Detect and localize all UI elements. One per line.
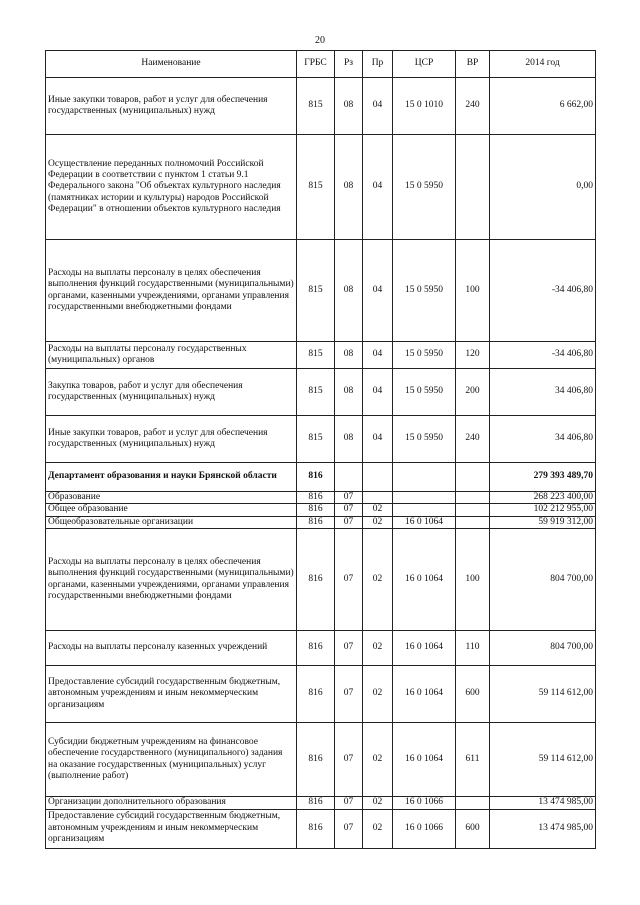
table-row [46, 504, 596, 516]
table-row [46, 529, 596, 631]
row-grbs: 816 [297, 463, 335, 492]
row-vr: 611 [456, 723, 490, 797]
row-vr [456, 504, 490, 516]
row-vr: 120 [456, 342, 490, 369]
row-csr: 16 0 1066 [393, 797, 456, 809]
row-name: Предоставление субсидий государственным бюджетным, автономным учреждениям и иным некоммерческим организациям [46, 666, 297, 723]
row-grbs: 816 [297, 516, 335, 528]
row-grbs: 816 [297, 809, 335, 848]
row-vr: 110 [456, 631, 490, 666]
row-amount: 34 406,80 [490, 416, 596, 463]
row-name: Общеобразовательные организации [46, 516, 297, 528]
row-rz: 08 [335, 416, 363, 463]
row-amount: 268 223 400,00 [490, 492, 596, 504]
row-csr: 16 0 1064 [393, 516, 456, 528]
row-csr: 15 0 5950 [393, 342, 456, 369]
header-csr: ЦСР [393, 51, 456, 78]
row-pr: 04 [363, 135, 393, 240]
row-pr: 02 [363, 666, 393, 723]
row-amount: 6 662,00 [490, 78, 596, 135]
row-grbs: 816 [297, 723, 335, 797]
header-year: 2014 год [490, 51, 596, 78]
row-pr: 04 [363, 369, 393, 416]
table-row [46, 240, 596, 342]
row-vr [456, 797, 490, 809]
row-pr [363, 492, 393, 504]
row-rz: 08 [335, 369, 363, 416]
row-rz [335, 463, 363, 492]
row-rz: 08 [335, 342, 363, 369]
row-grbs: 816 [297, 492, 335, 504]
row-pr: 02 [363, 516, 393, 528]
row-grbs: 816 [297, 504, 335, 516]
row-csr: 16 0 1066 [393, 809, 456, 848]
row-amount: 59 919 312,00 [490, 516, 596, 528]
row-csr: 15 0 5950 [393, 416, 456, 463]
row-csr [393, 463, 456, 492]
row-grbs: 815 [297, 369, 335, 416]
row-rz: 07 [335, 631, 363, 666]
row-grbs: 815 [297, 342, 335, 369]
header-vr: ВР [456, 51, 490, 78]
row-csr [393, 492, 456, 504]
row-amount: -34 406,80 [490, 240, 596, 342]
row-pr: 02 [363, 723, 393, 797]
row-name: Расходы на выплаты персоналу в целях обеспечения выполнения функций государственными (муниципальными) органами, казенными учреждениями, органами управления государственными внебюджетными фондами [46, 529, 297, 631]
row-amount: 13 474 985,00 [490, 797, 596, 809]
row-name: Департамент образования и науки Брянской области [46, 463, 297, 492]
table-row [46, 463, 596, 492]
row-amount: 279 393 489,70 [490, 463, 596, 492]
row-amount: 0,00 [490, 135, 596, 240]
table-row [46, 342, 596, 369]
row-csr [393, 504, 456, 516]
table-row [46, 809, 596, 848]
row-rz: 07 [335, 516, 363, 528]
row-pr: 02 [363, 809, 393, 848]
row-name: Субсидии бюджетным учреждениям на финансовое обеспечение государственного (муниципального) задания на оказание государственных (муниципальных) услуг (выполнение работ) [46, 723, 297, 797]
budget-table [45, 50, 596, 849]
row-rz: 08 [335, 135, 363, 240]
row-csr: 16 0 1064 [393, 529, 456, 631]
row-amount: 34 406,80 [490, 369, 596, 416]
row-csr: 16 0 1064 [393, 666, 456, 723]
row-vr [456, 135, 490, 240]
row-vr [456, 463, 490, 492]
row-amount: 102 212 955,00 [490, 504, 596, 516]
row-name: Расходы на выплаты персоналу казенных учреждений [46, 631, 297, 666]
row-name: Общее образование [46, 504, 297, 516]
row-rz: 08 [335, 240, 363, 342]
row-pr: 04 [363, 240, 393, 342]
row-rz: 07 [335, 666, 363, 723]
row-grbs: 816 [297, 797, 335, 809]
row-pr: 04 [363, 416, 393, 463]
row-vr [456, 516, 490, 528]
row-rz: 07 [335, 723, 363, 797]
row-amount: 804 700,00 [490, 529, 596, 631]
row-vr: 100 [456, 240, 490, 342]
header-grbs: ГРБС [297, 51, 335, 78]
row-csr: 16 0 1064 [393, 631, 456, 666]
table-row [46, 516, 596, 528]
table-row [46, 416, 596, 463]
row-rz: 07 [335, 797, 363, 809]
row-name: Закупка товаров, работ и услуг для обеспечения государственных (муниципальных) нужд [46, 369, 297, 416]
table-row [46, 78, 596, 135]
row-vr: 240 [456, 416, 490, 463]
row-pr: 04 [363, 78, 393, 135]
row-name: Организации дополнительного образования [46, 797, 297, 809]
row-pr: 04 [363, 342, 393, 369]
row-vr: 600 [456, 666, 490, 723]
row-rz: 07 [335, 809, 363, 848]
page-number: 20 [315, 35, 325, 46]
row-name: Иные закупки товаров, работ и услуг для обеспечения государственных (муниципальных) нужд [46, 416, 297, 463]
row-amount: 13 474 985,00 [490, 809, 596, 848]
row-vr: 200 [456, 369, 490, 416]
row-name: Предоставление субсидий государственным бюджетным, автономным учреждениям и иным некоммерческим организациям [46, 809, 297, 848]
row-name: Осуществление переданных полномочий Российской Федерации в соответствии с пунктом 1 статьи 9.1 Федерального закона "Об объектах культурного наследия (памятниках истории и культуры) народов Российской Федерации" в отношении объектов культурного наследия [46, 135, 297, 240]
row-rz: 07 [335, 492, 363, 504]
row-pr: 02 [363, 797, 393, 809]
row-grbs: 816 [297, 666, 335, 723]
table-header-row [46, 51, 596, 78]
row-grbs: 815 [297, 135, 335, 240]
row-csr: 15 0 5950 [393, 240, 456, 342]
row-amount: 59 114 612,00 [490, 666, 596, 723]
row-grbs: 816 [297, 529, 335, 631]
row-csr: 15 0 1010 [393, 78, 456, 135]
row-csr: 15 0 5950 [393, 135, 456, 240]
row-name: Иные закупки товаров, работ и услуг для обеспечения государственных (муниципальных) нужд [46, 78, 297, 135]
row-name: Расходы на выплаты персоналу государственных (муниципальных) органов [46, 342, 297, 369]
row-csr: 16 0 1064 [393, 723, 456, 797]
row-grbs: 816 [297, 631, 335, 666]
table-row [46, 797, 596, 809]
row-pr [363, 463, 393, 492]
row-grbs: 815 [297, 78, 335, 135]
header-rz: Рз [335, 51, 363, 78]
table-row [46, 369, 596, 416]
row-vr [456, 492, 490, 504]
row-pr: 02 [363, 504, 393, 516]
row-vr: 100 [456, 529, 490, 631]
table-row [46, 135, 596, 240]
row-rz: 07 [335, 529, 363, 631]
table-row [46, 492, 596, 504]
row-amount: 59 114 612,00 [490, 723, 596, 797]
row-name: Расходы на выплаты персоналу в целях обеспечения выполнения функций государственными (муниципальными) органами, казенными учреждениями, органами управления государственными внебюджетными фондами [46, 240, 297, 342]
row-csr: 15 0 5950 [393, 369, 456, 416]
header-name: Наименование [46, 51, 297, 78]
table-row [46, 631, 596, 666]
row-amount: 804 700,00 [490, 631, 596, 666]
table-row [46, 666, 596, 723]
row-name: Образование [46, 492, 297, 504]
row-vr: 600 [456, 809, 490, 848]
row-amount: -34 406,80 [490, 342, 596, 369]
row-pr: 02 [363, 631, 393, 666]
row-rz: 07 [335, 504, 363, 516]
row-grbs: 815 [297, 416, 335, 463]
row-pr: 02 [363, 529, 393, 631]
row-vr: 240 [456, 78, 490, 135]
header-pr: Пр [363, 51, 393, 78]
row-grbs: 815 [297, 240, 335, 342]
row-rz: 08 [335, 78, 363, 135]
table-row [46, 723, 596, 797]
